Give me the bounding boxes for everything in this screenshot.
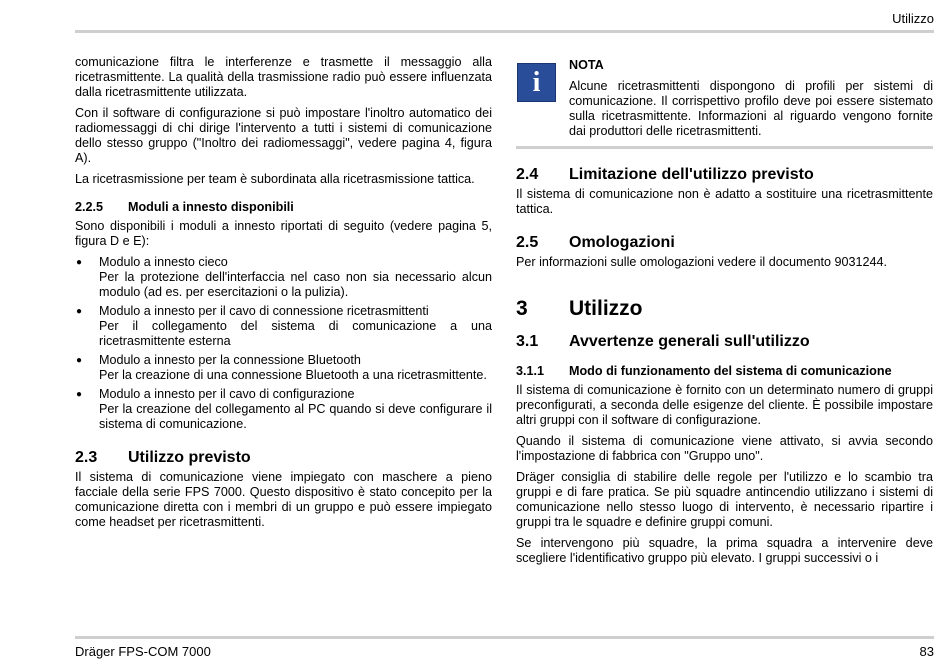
- info-icon: i: [517, 63, 556, 102]
- list-item-desc: Per la creazione del collegamento al PC quando si deve configurare il sistema di comunicazione.: [99, 402, 492, 431]
- section-number: 3.1.1: [516, 364, 545, 378]
- left-column: [75, 55, 492, 536]
- section-number: 2.2.5: [75, 200, 104, 214]
- right-column: [516, 55, 933, 572]
- section-title: Moduli a innesto disponibili: [128, 200, 294, 214]
- paragraph: Con il software di configurazione si può impostare l'inoltro automatico dei radiomessaggi di chi dirige l'intervento a tutti i sistemi di comunicazione dello stesso gruppo ("Inoltro dei radiomessaggi", vedere pagina 4, figura A).: [75, 106, 492, 165]
- paragraph: Il sistema di comunicazione viene impiegato con maschere a pieno facciale della serie FPS 7000. Questo dispositivo è stato concepito per la comunicazione diretta con i membri di un gruppo e può essere impiegato come headset per ricetrasmittenti.: [75, 470, 492, 529]
- section-heading-2-3: [75, 448, 492, 467]
- section-title: Utilizzo previsto: [128, 449, 251, 466]
- section-heading-3-1-1: [516, 364, 933, 379]
- section-number: 2.4: [516, 166, 539, 183]
- chapter-heading-3: [516, 296, 933, 322]
- paragraph: Per informazioni sulle omologazioni vedere il documento 9031244.: [516, 255, 888, 269]
- running-header-title: Utilizzo: [892, 11, 934, 26]
- note-box: [516, 58, 933, 139]
- section-title: Avvertenze generali sull'utilizzo: [569, 333, 810, 350]
- page-number: 83: [919, 644, 934, 659]
- list-item: [75, 353, 492, 383]
- section-title: Modo di funzionamento del sistema di comunicazione: [569, 364, 892, 378]
- note-divider: [516, 146, 933, 149]
- section-number: 3.1: [516, 333, 539, 350]
- list-item: [75, 304, 492, 349]
- list-item-desc: Per la creazione di una connessione Bluetooth a una ricetrasmittente.: [99, 368, 487, 382]
- section-title: Limitazione dell'utilizzo previsto: [569, 166, 814, 183]
- section-heading-2-4: [516, 165, 933, 184]
- paragraph: Il sistema di comunicazione è fornito con un determinato numero di gruppi preconfigurati, a seconda delle esigenze del cliente. È possibile impostare altri gruppi con il software di configurazione.: [516, 383, 933, 427]
- paragraph: La ricetrasmissione per team è subordinata alla ricetrasmissione tattica.: [75, 172, 475, 186]
- section-heading-2-2-5: [75, 200, 492, 215]
- list-item: [75, 255, 492, 300]
- paragraph: Sono disponibili i moduli a innesto riportati di seguito (vedere pagina 5, figura D e E):: [75, 219, 492, 248]
- header-rule: [75, 30, 934, 33]
- section-heading-2-5: [516, 233, 933, 252]
- footer-rule: [75, 636, 934, 639]
- section-heading-3-1: [516, 332, 933, 351]
- note-text: Alcune ricetrasmittenti dispongono di profili per sistemi di comunicazione. Il corrispettivo profilo deve poi essere sistemato sulla ricetrasmittente. Informazioni al riguardo vengono fornite dai produttori delle ricetrasmittenti.: [569, 79, 933, 138]
- list-item: [75, 387, 492, 432]
- paragraph: comunicazione filtra le interferenze e trasmette il messaggio alla ricetrasmittente. La qualità della trasmissione radio può essere influenzata dalla ricetrasmittente utilizzata.: [75, 55, 492, 99]
- paragraph: Se intervengono più squadre, la prima squadra a intervenire deve scegliere l'identificativo gruppo più elevato. I gruppi successivi o i: [516, 536, 933, 565]
- note-title: NOTA: [569, 58, 604, 72]
- section-number: 2.3: [75, 449, 98, 466]
- section-number: 2.5: [516, 234, 539, 251]
- paragraph: Dräger consiglia di stabilire delle regole per l'utilizzo e lo scambio tra gruppi e di fare pratica. Se più squadre antincendio utilizzano i sistemi di comunicazione nello stesso luogo di intervento, è necessario ripartire i gruppi tra le squadre e definire gruppi comuni.: [516, 470, 933, 529]
- paragraph: Quando il sistema di comunicazione viene attivato, si avvia secondo l'impostazione di fabbrica con "Gruppo uno".: [516, 434, 933, 463]
- list-item-title: Modulo a innesto per la connessione Bluetooth: [99, 353, 361, 367]
- list-item-title: Modulo a innesto per il cavo di connessione ricetrasmittenti: [99, 304, 429, 318]
- chapter-number: 3: [516, 297, 528, 320]
- footer-product-name: Dräger FPS-COM 7000: [75, 644, 211, 659]
- section-title: Omologazioni: [569, 234, 675, 251]
- list-item-title: Modulo a innesto per il cavo di configurazione: [99, 387, 355, 401]
- chapter-title: Utilizzo: [569, 297, 643, 320]
- module-list: [75, 255, 492, 432]
- paragraph: Il sistema di comunicazione non è adatto a sostituire una ricetrasmittente tattica.: [516, 187, 933, 216]
- list-item-desc: Per il collegamento del sistema di comunicazione a una ricetrasmittente esterna: [99, 319, 492, 348]
- list-item-title: Modulo a innesto cieco: [99, 255, 228, 269]
- list-item-desc: Per la protezione dell'interfaccia nel caso non sia necessario alcun modulo (ad es. per esercitazioni o la pulizia).: [99, 270, 492, 299]
